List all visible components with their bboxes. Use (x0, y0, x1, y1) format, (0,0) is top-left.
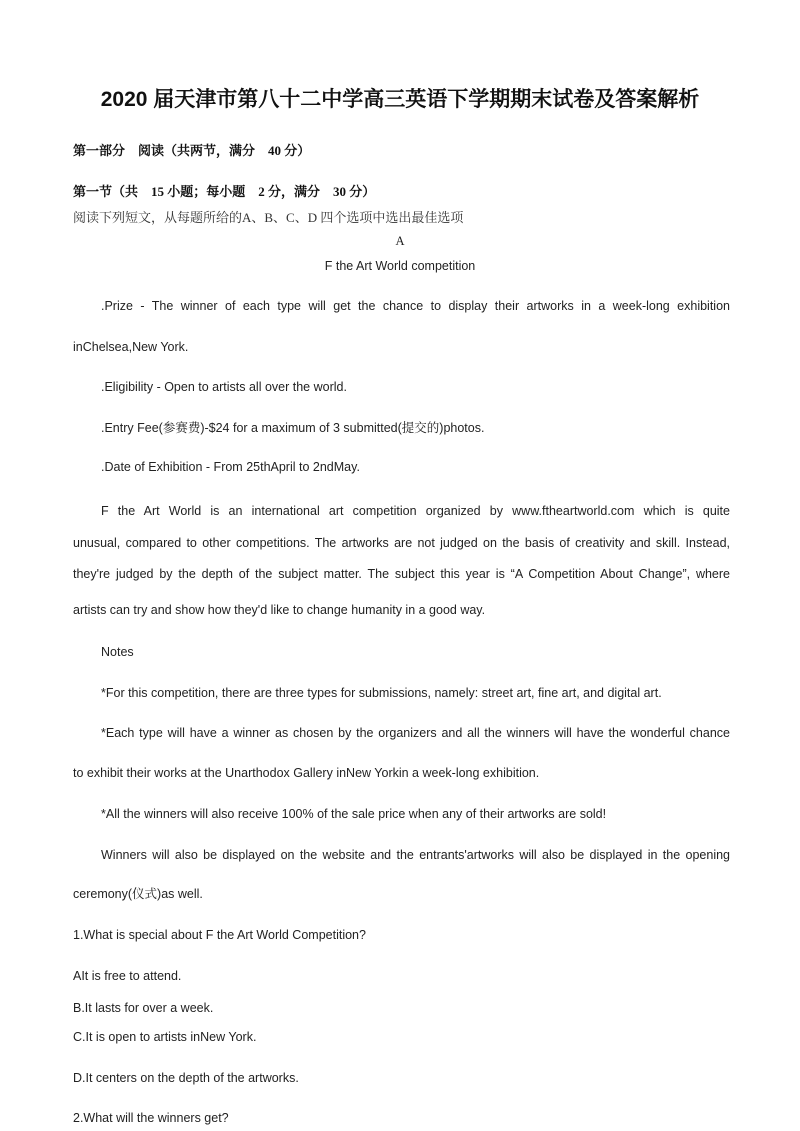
prize-line-1: .Prize - The winner of each type will get the chance to display their artworks in a week-long exhibition (101, 299, 730, 313)
notes-heading: Notes (101, 645, 134, 659)
paragraph-2-line-1: Winners will also be displayed on the website and the entrants'artworks will also be displayed in the opening (101, 848, 730, 862)
prize-line-2: inChelsea,New York. (73, 340, 189, 354)
note-1: *For this competition, there are three types for submissions, namely: street art, fine art, and digital art. (101, 686, 662, 700)
note-3: *All the winners will also receive 100% of the sale price when any of their artworks are sold! (101, 807, 607, 821)
passage-letter: A (395, 234, 405, 248)
note-2-line-1: *Each type will have a winner as chosen by the organizers and all the winners will have the wonderful chance (101, 726, 730, 740)
part-heading: 第一部分 阅读（共两节，满分 40 分） (73, 143, 311, 158)
question-2: 2.What will the winners get? (73, 1111, 229, 1125)
paragraph-1-line-2: unusual, compared to other competitions. The artworks are not judged on the basis of creativity and skill. Instead, (73, 536, 730, 550)
paragraph-1-line-3: they're judged by the depth of the subject matter. The subject this year is “A Competition About Change”, where (73, 567, 730, 581)
passage-title: F the Art World competition (324, 259, 476, 273)
question-1-option-a: AIt is free to attend. (73, 969, 182, 983)
paragraph-1-line-4: artists can try and show how they'd like to change humanity in a good way. (73, 603, 486, 617)
document-title: 2020 届天津市第八十二中学高三英语下学期期末试卷及答案解析 (100, 88, 700, 111)
question-1-option-d: D.It centers on the depth of the artworks. (73, 1071, 299, 1085)
exhibition-date-line: .Date of Exhibition - From 25thApril to 2ndMay. (101, 460, 360, 474)
instruction-text: 阅读下列短文，从每题所给的A、B、C、D 四个选项中选出最佳选项 (73, 210, 464, 225)
section-heading: 第一节（共 15 小题；每小题 2 分，满分 30 分） (73, 184, 376, 199)
entry-fee-line: .Entry Fee(参赛费)-$24 for a maximum of 3 submitted(提交的)photos. (101, 421, 485, 435)
paragraph-2-line-2: ceremony(仪式)as well. (73, 887, 203, 901)
note-2-line-2: to exhibit their works at the Unarthodox Gallery inNew Yorkin a week-long exhibition. (73, 766, 540, 780)
paragraph-1-line-1: F the Art World is an international art competition organized by www.ftheartworld.com which is quite (101, 504, 730, 518)
question-1: 1.What is special about F the Art World Competition? (73, 928, 366, 942)
eligibility-line: .Eligibility - Open to artists all over the world. (101, 380, 347, 394)
question-1-option-c: C.It is open to artists inNew York. (73, 1030, 257, 1044)
question-1-option-b: B.It lasts for over a week. (73, 1001, 214, 1015)
